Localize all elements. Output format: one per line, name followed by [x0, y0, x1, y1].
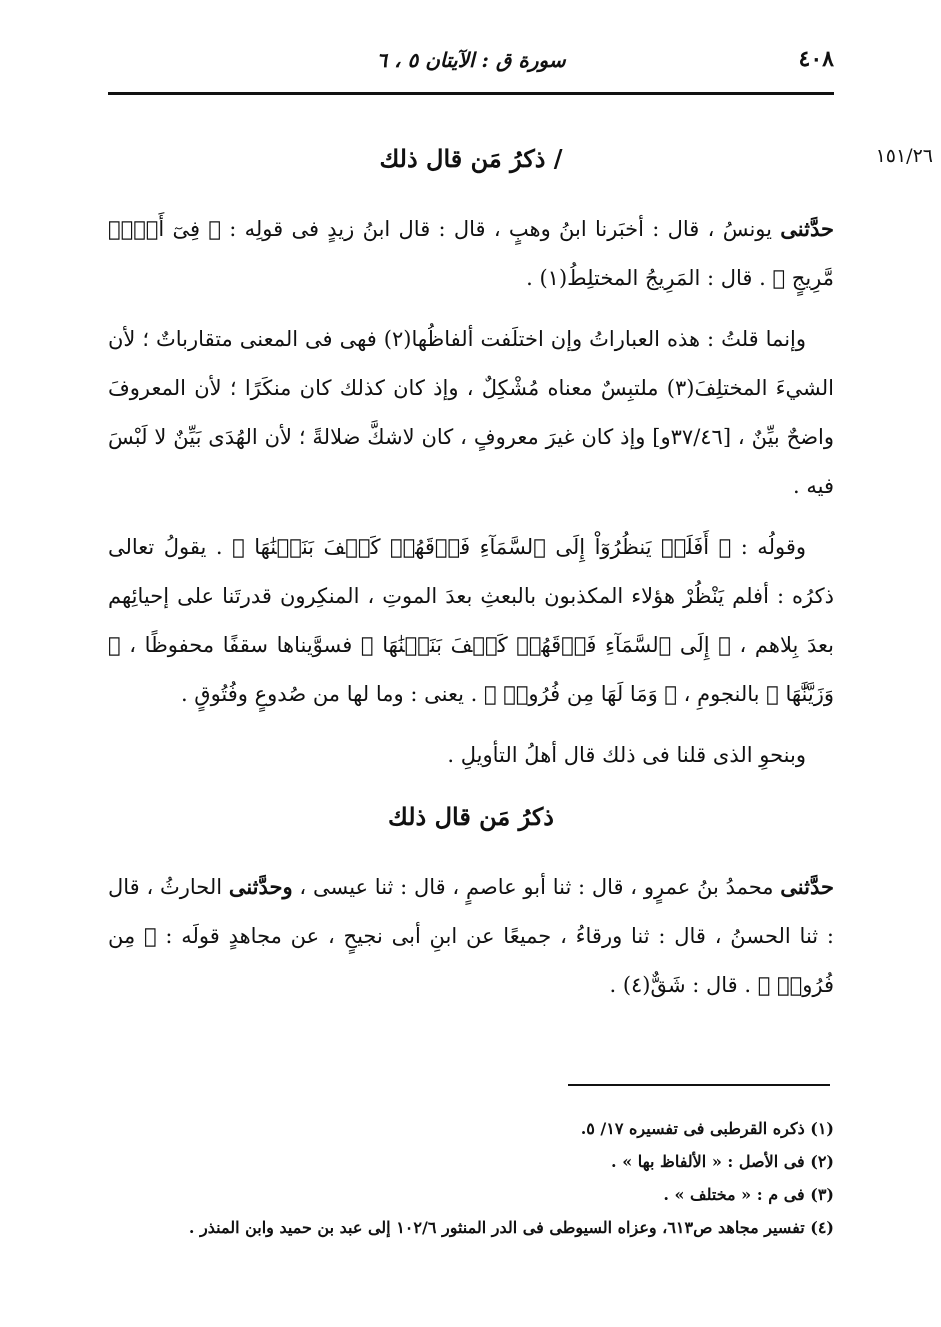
page-number: ٤٠٨ — [798, 46, 834, 72]
paragraph-5-lead: حدَّثنى — [780, 874, 834, 899]
section-heading-2: ذكرُ مَن قال ذلك — [388, 802, 554, 831]
footnote-3: (٣) فى م : « مختلف » . — [663, 1185, 834, 1204]
footnotes — [108, 1112, 834, 1244]
paragraph-4: وبنحوِ الذى قلنا فى ذلك قال أهلُ التأويلِ . — [447, 743, 806, 767]
paragraph-2: وإنما قلتُ : هذه العباراتُ وإن اختلَفت ألفاظُها(٢) فهى فى المعنى متقارباتٌ ؛ لأن الشيءَ المختلِفَ(٣) ملتبِسٌ معناه مُشْكِلٌ ، وإذ كان كذلك كان منكَرًا ؛ لأن المعروفَ واضحٌ بيِّنٌ ، [٣٧/٤٦و] وإذ كان غيرَ معروفٍ ، كان لاشكَّ ضلالةً ؛ لأن الهُدَى بَيِّنٌ لا لَبْسَ فيه . — [108, 327, 834, 498]
margin-reference: ١٥١/٢٦ — [875, 145, 933, 167]
paragraph-1-lead: حدَّثنى — [780, 216, 834, 241]
paragraph-5-text: محمدُ بنُ عمرٍو ، قال : ثنا أبو عاصمٍ ، قال : ثنا عيسى ، — [292, 875, 781, 899]
paragraph-5-text-2: الحارثُ ، قال : ثنا الحسنُ ، قال : ثنا ورقاءُ ، جميعًا عن ابنِ أبى نجيحٍ ، عن مجاهدٍ قولَه : ﴿ مِن فُرُوجٖ ﴾ . قال : شَقٌّ(٤) . — [108, 875, 834, 997]
running-title: سورة ق : الآيتان ٥ ، ٦ — [376, 48, 566, 72]
section-heading-1: / ذكرُ مَن قال ذلك — [379, 144, 563, 173]
header-rule — [108, 92, 834, 95]
paragraph-1-text: يونسُ ، قال : أخبَرنا ابنُ وهبٍ ، قال : قال ابنُ زيدٍ فى قولِه : ﴿ فِىٓ أَمۡرٖ مَّرِيجٍ ﴾ . قال : المَرِيجُ المختلِطُ(١) . — [108, 217, 834, 290]
paragraph-5-lead-2: وحدَّثنى — [228, 874, 293, 899]
main-text — [108, 134, 834, 1022]
footnote-4: (٤) تفسير مجاهد ص٦١٣، وعزاه السيوطى فى الدر المنثور ١٠٢/٦ إلى عبد بن حميد وابن المنذر . — [188, 1218, 834, 1237]
footnote-rule — [568, 1084, 830, 1086]
paragraph-1 — [108, 204, 834, 303]
paragraph-3: وقولُه : ﴿ أَفَلَمۡ يَنظُرُوٓاْ إِلَى ٱلسَّمَآءِ فَوۡقَهُمۡ كَيۡفَ بَنَيۡنَٰهَا ﴾ . يقولُ تعالى ذكرُه : أفلم يَنْظُرْ هؤلاء المكذبون بالبعثِ بعدَ الموتِ ، المنكِرون قدرتَنا على إحيائِهم بعدَ بِلاهم ، ﴿ إِلَى ٱلسَّمَآءِ فَوۡقَهُمۡ كَيۡفَ بَنَيۡنَٰهَا ﴾ فسوَّيناها سقفًا محفوظًا ، ﴿ وَزَيَّنَّٰهَا ﴾ بالنجومِ ، ﴿ وَمَا لَهَا مِن فُرُوجٖ ﴾ . يعنى : وما لها من صُدوعٍ وفُتُوقٍ . — [108, 535, 834, 706]
page-header — [108, 40, 834, 88]
footnote-2: (٢) فى الأصل : « الألفاظ بها » . — [611, 1152, 834, 1171]
paragraph-5 — [108, 862, 834, 1010]
footnote-1: (١) ذكره القرطبى فى تفسيره ١٧/ ٥. — [580, 1119, 834, 1138]
